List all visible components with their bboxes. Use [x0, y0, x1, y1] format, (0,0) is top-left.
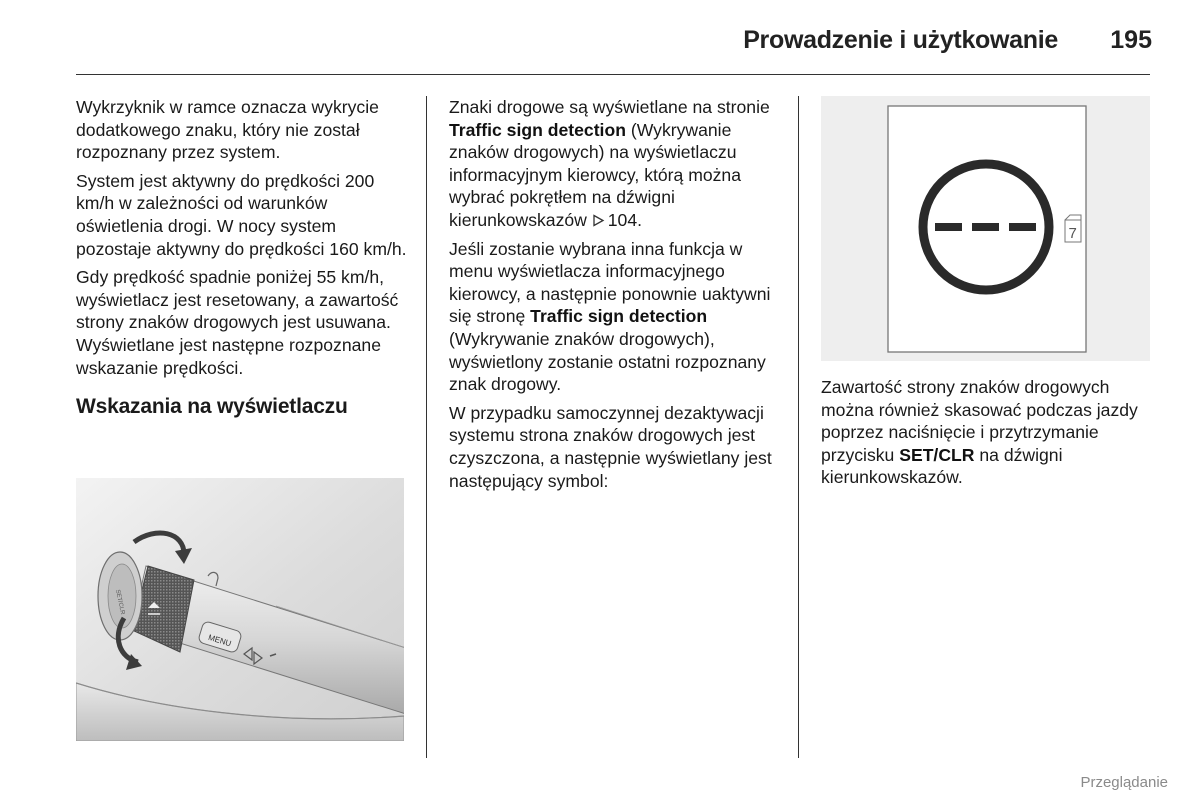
text-run: (Wykrywanie znaków drogowych), wyświetlony zostanie ostatni rozpoznany znak drogowy.: [449, 328, 766, 395]
middle-column: [449, 96, 789, 498]
paragraph: [449, 96, 789, 232]
turn-signal-stalk-illustration: [76, 478, 404, 741]
bold-term: Traffic sign detection: [530, 306, 708, 327]
sign-illustration: [821, 96, 1150, 361]
text-run: Znaki drogowe są wyświetlane na stronie: [449, 97, 770, 117]
menu-button-label: MENU: [207, 632, 233, 649]
section-heading: Wskazania na wyświetlaczu: [76, 395, 348, 419]
ring-label: SET/CLR: [114, 589, 126, 616]
callout-number: 7: [1068, 225, 1077, 242]
footer-label: Przeglądanie: [1080, 774, 1168, 791]
paragraph: Wykrzyknik w ramce oznacza wykrycie dodatkowego znaku, który nie został rozpoznany przez system.: [76, 97, 379, 163]
end-of-restrictions-sign-drawing: [821, 96, 1150, 361]
paragraph: System jest aktywny do prędkości 200 km/h w zależności od warunków oświetlenia drogi. W nocy system pozostaje aktywny do prędkości 160 km/h.: [76, 170, 407, 259]
paragraph: [449, 238, 789, 396]
paragraph: Gdy prędkość spadnie poniżej 55 km/h, wyświetlacz jest resetowany, a zawartość strony znaków drogowych jest usuwana. Wyświetlane jest następne rozpoznane wskazanie prędkości.: [76, 267, 399, 378]
text-run: (Wykrywanie znaków drogowych) na wyświetlaczu informacyjnym kierowcy, którą można wybrać pokrętłem na dźwigni kierunkowskazów: [449, 119, 742, 230]
column-divider-left: [426, 96, 427, 758]
page-reference: 104.: [607, 209, 643, 230]
bold-term: SET/CLR: [899, 444, 975, 465]
page-reference-arrow-icon: [592, 214, 605, 227]
paragraph: [821, 376, 1161, 489]
turn-signal-stalk-drawing: [76, 478, 404, 741]
text-run: Zawartość strony znaków drogowych można również skasować podczas jazdy poprzez naciśnięcie i przytrzymanie przycisku: [821, 377, 1138, 465]
text-run: Jeśli zostanie wybrana inna funkcja w menu wyświetlacza informacyjnego kierowcy, a następnie ponownie uaktywni się stronę: [449, 238, 771, 327]
column-divider-right: [798, 96, 799, 758]
right-column: [821, 376, 1161, 495]
page-title: Prowadzenie i użytkowanie: [743, 26, 1058, 54]
header-rule: [76, 74, 1150, 75]
left-column: [76, 96, 412, 419]
bold-term: Traffic sign detection: [449, 119, 626, 140]
page-number: 195: [1110, 26, 1152, 54]
text-run: na dźwigni kierunkowskazów.: [821, 444, 1063, 488]
paragraph: W przypadku samoczynnej dezaktywacji systemu strona znaków drogowych jest czyszczona, a następnie wyświetlany jest następujący symbol:: [449, 402, 772, 491]
